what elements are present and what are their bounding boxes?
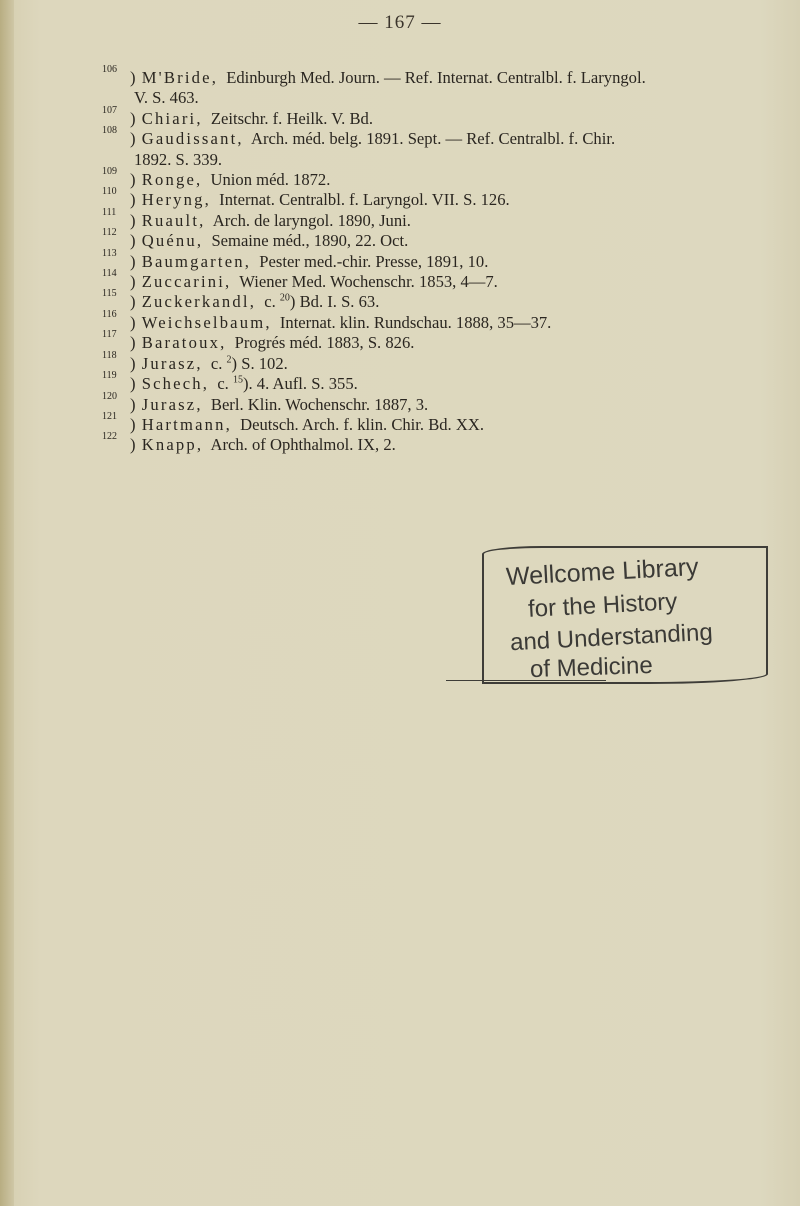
reference-text: Zeitschr. f. Heilk. V. Bd. [210, 108, 373, 128]
reference-cite: c. [210, 353, 223, 373]
reference-item: 118 ) Jurasz, c. $^2$) S. 102. [102, 349, 288, 373]
reference-item: 111 ) Ruault, Arch. de laryngol. 1890, Juni. [102, 206, 411, 230]
reference-item: 117 ) Baratoux, Progrés méd. 1883, S. 826. [102, 329, 415, 353]
reference-author: Ruault, [141, 210, 206, 230]
reference-item: 119 ) Schech, c. $^{15}$). 4. Aufl. S. 355. [102, 370, 358, 394]
reference-item: 116 ) Weichselbaum, Internat. klin. Rundschau. 1888, 35—37. [102, 308, 552, 332]
reference-text: ) Bd. I. S. 63. [289, 292, 380, 312]
reference-text: Semaine méd., 1890, 22. Oct. [211, 231, 409, 251]
reference-item: 122 ) Knapp, Arch. of Ophthalmol. IX, 2. [102, 431, 396, 455]
reference-text: Edinburgh Med. Journ. — Ref. Internat. Centralbl. f. Laryngol. [226, 68, 646, 87]
reference-list [102, 64, 762, 456]
page-spine [0, 0, 14, 1206]
reference-cite: c. [264, 292, 276, 312]
reference-author: Weichselbaum, [141, 312, 272, 332]
reference-author: Baumgarten, [141, 251, 252, 271]
reference-continuation: 1892. S. 339. [134, 149, 223, 169]
reference-text: Arch. méd. belg. 1891. Sept. — Ref. Centralbl. f. Chir. [251, 129, 616, 149]
reference-item: 106 ) M'Bride, Edinburgh Med. Journ. — Ref. Internat. Centralbl. f. Laryngol. V. S. 463. [102, 68, 762, 109]
reference-author: M'Bride, [141, 68, 219, 87]
reference-item: 110 ) Heryng, Internat. Centralbl. f. Laryngol. VII. S. 126. [102, 186, 510, 210]
reference-text: Wiener Med. Wochenschr. 1853, 4—7. [239, 272, 498, 292]
reference-text: Progrés méd. 1883, S. 826. [234, 333, 415, 353]
reference-text: Internat. klin. Rundschau. 1888, 35—37. [279, 312, 552, 332]
reference-text: Arch. of Ophthalmol. IX, 2. [210, 435, 396, 455]
reference-item: 113 ) Baumgarten, Pester med.-chir. Presse, 1891, 10. [102, 247, 489, 271]
reference-author: Zuckerkandl, [141, 292, 257, 312]
reference-item: 121 ) Hartmann, Deutsch. Arch. f. klin. Chir. Bd. XX. [102, 410, 484, 434]
reference-text: Internat. Centralbl. f. Laryngol. VII. S. 126. [219, 190, 510, 210]
reference-author: Knapp, [141, 435, 204, 455]
reference-item: 109 ) Ronge, Union méd. 1872. [102, 166, 331, 190]
reference-author: Jurasz, [141, 394, 203, 414]
reference-author: Baratoux, [141, 333, 227, 353]
reference-text: Berl. Klin. Wochenschr. 1887, 3. [210, 394, 429, 414]
reference-author: Heryng, [141, 190, 212, 210]
reference-text: Arch. de laryngol. 1890, Juni. [212, 210, 411, 230]
reference-text: Deutsch. Arch. f. klin. Chir. Bd. XX. [240, 414, 484, 434]
reference-cite: c. [217, 374, 229, 394]
reference-author: Chiari, [141, 108, 203, 128]
reference-item: 114 ) Zuccarini, Wiener Med. Wochenschr. 1853, 4—7. [102, 268, 498, 292]
reference-author: Schech, [141, 374, 210, 394]
reference-superscript: 2 [226, 354, 232, 366]
reference-text: Pester med.-chir. Presse, 1891, 10. [259, 251, 489, 271]
reference-item: 107 ) Chiari, Zeitschr. f. Heilk. V. Bd. [102, 104, 373, 128]
reference-text: ) S. 102. [231, 353, 288, 373]
reference-continuation: V. S. 463. [134, 88, 199, 108]
reference-item: 120 ) Jurasz, Berl. Klin. Wochenschr. 1887, 3. [102, 390, 429, 414]
reference-author: Jurasz, [141, 353, 203, 373]
stamp-line-4: of Medicine [529, 651, 654, 684]
reference-item: 112 ) Quénu, Semaine méd., 1890, 22. Oct. [102, 227, 409, 251]
stamp-line-1: Wellcome Library [505, 552, 700, 592]
reference-author: Ronge, [141, 170, 203, 190]
library-stamp [470, 540, 770, 720]
page-number: — 167 — [358, 12, 442, 33]
reference-item: 115 ) Zuckerkandl, c. $^{20}$) Bd. I. S. 63. [102, 288, 380, 312]
reference-author: Gaudissant, [141, 129, 244, 149]
reference-author: Zuccarini, [141, 272, 232, 292]
stamp-line-3: and Understanding [509, 618, 714, 657]
reference-text: ). 4. Aufl. S. 355. [242, 374, 358, 394]
reference-author: Quénu, [141, 231, 204, 251]
reference-text: Union méd. 1872. [210, 170, 331, 190]
reference-superscript: 20 [279, 292, 290, 304]
reference-superscript: 15 [232, 374, 243, 386]
reference-author: Hartmann, [141, 414, 232, 434]
reference-item: 108 ) Gaudissant, Arch. méd. belg. 1891. Sept. — Ref. Centralbl. f. Chir. 1892. S. 339. [102, 129, 762, 170]
stamp-line-2: for the History [527, 588, 678, 623]
